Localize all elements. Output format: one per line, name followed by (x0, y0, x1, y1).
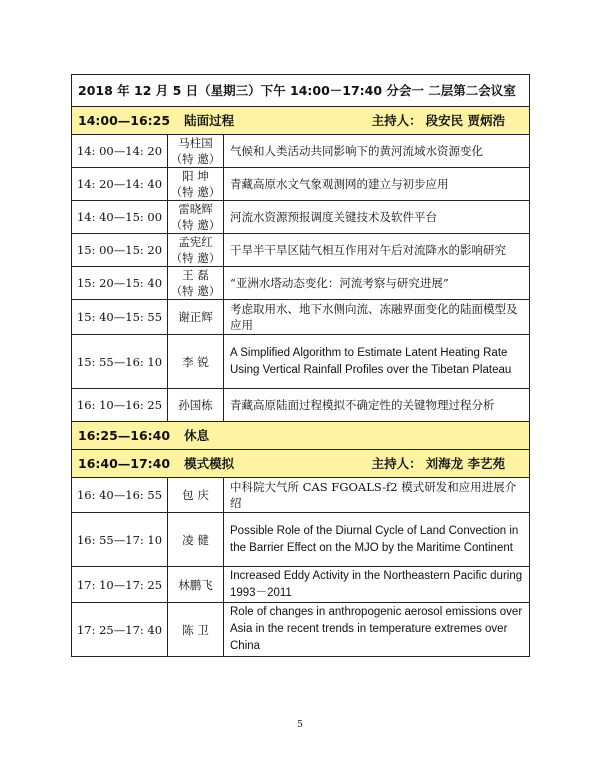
talk-speaker: 陈 卫 (182, 622, 209, 637)
section-row (72, 422, 530, 450)
section-title: 模式模拟 (184, 455, 235, 471)
page-number: 5 (297, 720, 303, 730)
talk-title: “亚洲水塔动态变化：河流考察与研究进展” (224, 267, 530, 300)
talk-time: 14: 40—15: 00 (72, 201, 168, 234)
talk-speaker: 凌 健 (182, 532, 209, 547)
talk-speaker-cell (168, 513, 224, 567)
talk-row (72, 300, 530, 335)
talk-title: A Simplified Algorithm to Estimate Latent Heating Rate Using Vertical Rainfall Profiles over the Tibetan Plateau (224, 335, 530, 389)
talk-title: Role of changes in anthropogenic aerosol emissions over Asia in the recent trends in temperature extremes over China (224, 603, 530, 657)
talk-time: 14: 00—14: 20 (72, 135, 168, 168)
talk-speaker-cell (168, 389, 224, 422)
section-cell (72, 107, 530, 135)
talk-speaker-note: （特 邀） (170, 284, 221, 298)
talk-speaker: 马柱国 (178, 136, 213, 150)
talk-row (72, 201, 530, 234)
talk-speaker: 孟宪红 (178, 235, 213, 249)
talk-title: 中科院大气所 CAS FGOALS-f2 模式研发和应用进展介绍 (224, 478, 530, 513)
host-label: 主持人： (371, 455, 422, 471)
talk-speaker-cell (168, 201, 224, 234)
session-header: 2018 年 12 月 5 日（星期三）下午 14:00－17:40 分会一 二层第二会议室 (72, 75, 530, 107)
section-row (72, 450, 530, 478)
talk-title: 考虑取用水、地下水侧向流、冻融界面变化的陆面模型及应用 (224, 300, 530, 335)
talk-row (72, 389, 530, 422)
talk-time: 17: 25—17: 40 (72, 603, 168, 657)
section-hosts (372, 113, 505, 129)
section-hosts (372, 456, 505, 472)
talk-row (72, 234, 530, 267)
talk-time: 15: 00—15: 20 (72, 234, 168, 267)
talk-speaker-cell (168, 300, 224, 335)
section-time: 14:00—16:25 (78, 112, 171, 128)
section-left (78, 113, 234, 129)
section-title: 休息 (184, 427, 210, 443)
talk-speaker: 谢正辉 (178, 310, 213, 324)
talk-speaker-note: （特 邀） (170, 185, 221, 199)
talk-speaker-cell (168, 168, 224, 201)
section-time: 16:40—17:40 (78, 455, 171, 471)
section-row (72, 107, 530, 135)
talk-title: Possible Role of the Diurnal Cycle of Land Convection in the Barrier Effect on the MJO by the Maritime Continent (224, 513, 530, 567)
talk-time: 15: 20—15: 40 (72, 267, 168, 300)
talk-row (72, 567, 530, 603)
talk-speaker: 王 磊 (182, 268, 209, 282)
schedule-table (71, 74, 530, 657)
session-header-row (72, 75, 530, 107)
section-left (78, 456, 234, 472)
talk-title: 青藏高原水文气象观测网的建立与初步应用 (224, 168, 530, 201)
talk-speaker: 雷晓辉 (178, 202, 213, 216)
talk-time: 15: 55—16: 10 (72, 335, 168, 389)
talk-time: 14: 20—14: 40 (72, 168, 168, 201)
talk-speaker: 林鹏飞 (178, 577, 213, 592)
talk-title: 青藏高原陆面过程模拟不确定性的关键物理过程分析 (224, 389, 530, 422)
talk-title: 干旱半干旱区陆气相互作用对午后对流降水的影响研究 (224, 234, 530, 267)
talk-row (72, 135, 530, 168)
talk-row (72, 513, 530, 567)
talk-speaker: 孙国栋 (178, 398, 213, 412)
talk-time: 16: 40—16: 55 (72, 478, 168, 513)
section-cell (72, 422, 530, 450)
section-inner (78, 428, 523, 444)
talk-speaker-note: （特 邀） (170, 218, 221, 232)
talk-speaker-cell (168, 603, 224, 657)
host-names: 刘海龙 李艺苑 (425, 455, 505, 471)
host-label: 主持人： (371, 112, 422, 128)
talk-speaker-note: （特 邀） (170, 152, 221, 166)
talk-row (72, 168, 530, 201)
talk-speaker: 阳 坤 (182, 169, 209, 183)
talk-row (72, 267, 530, 300)
talk-speaker-cell (168, 478, 224, 513)
talk-speaker-cell (168, 267, 224, 300)
host-names: 段安民 贾炳浩 (425, 112, 505, 128)
section-inner (78, 113, 523, 129)
talk-speaker: 包 庆 (182, 488, 209, 502)
talk-time: 16: 55—17: 10 (72, 513, 168, 567)
talk-row (72, 335, 530, 389)
talk-time: 15: 40—15: 55 (72, 300, 168, 335)
talk-row (72, 603, 530, 657)
talk-speaker-cell (168, 234, 224, 267)
section-left (78, 428, 209, 444)
talk-title: 气候和人类活动共同影响下的黄河流域水资源变化 (224, 135, 530, 168)
talk-row (72, 478, 530, 513)
talk-speaker-note: （特 邀） (170, 251, 221, 265)
talk-time: 16: 10—16: 25 (72, 389, 168, 422)
talk-title: 河流水资源预报调度关键技术及软件平台 (224, 201, 530, 234)
section-cell (72, 450, 530, 478)
talk-speaker-cell (168, 135, 224, 168)
talk-time: 17: 10—17: 25 (72, 567, 168, 603)
section-title: 陆面过程 (184, 112, 235, 128)
talk-speaker: 李 锐 (182, 354, 209, 369)
talk-speaker-cell (168, 335, 224, 389)
section-inner (78, 456, 523, 472)
talk-title: Increased Eddy Activity in the Northeastern Pacific during 1993－2011 (224, 567, 530, 603)
section-time: 16:25—16:40 (78, 427, 171, 443)
talk-speaker-cell (168, 567, 224, 603)
